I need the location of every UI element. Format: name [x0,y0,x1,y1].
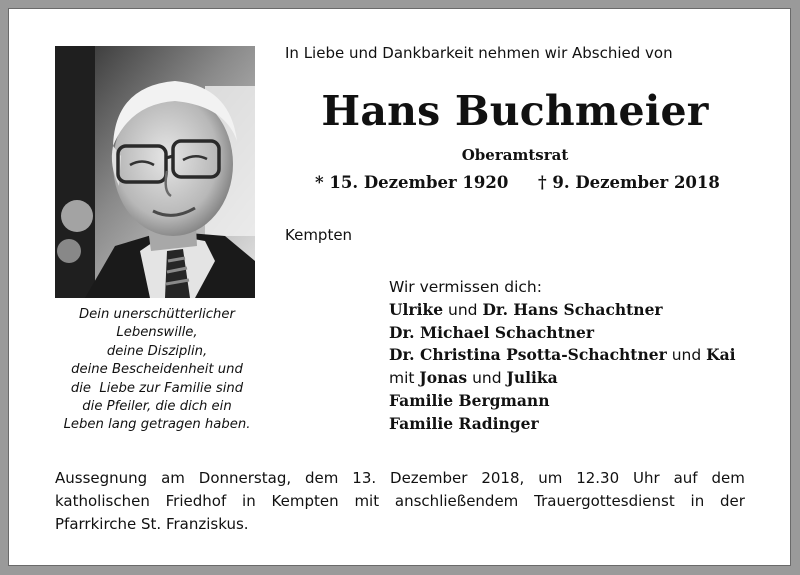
place-of-residence: Kempten [285,226,353,244]
mourners-list [389,276,736,436]
memorial-quote [53,306,261,435]
mourner-name: Dr. Christina Psotta-Schachtner [389,345,667,365]
mourner-name: Dr. Hans Schachtner [482,299,663,319]
ceremony-word: am [161,469,185,487]
ceremony-word: 13. [352,469,377,487]
deceased-title: Oberamtsrat [461,146,569,164]
ceremony-word: Friedhof [165,492,227,510]
mourner-name: Familie Bergmann [389,390,550,410]
ceremony-word: anschließendem [394,492,519,510]
portrait-illustration [55,46,255,298]
mourner-name: Ulrike [389,299,444,319]
mourner-name: Kai [706,345,736,365]
conjunction: mit [389,369,415,388]
mourner-line [389,413,736,436]
ceremony-word: um [538,469,563,487]
ceremony-word: Kempten [271,492,339,510]
mourner-line [389,299,736,322]
portrait-photo [55,46,255,298]
mourner-line [389,367,736,390]
ceremony-line-2 [55,490,745,513]
ceremony-word: dem [711,469,745,487]
birth-date: * 15. Dezember 1920 [315,173,509,192]
mourner-line [389,344,736,367]
quote-line: Lebenswille, [116,325,198,341]
intro-text: In Liebe und Dankbarkeit nehmen wir Abschied von [285,44,673,62]
mourner-line [389,390,736,413]
mourner-line [389,322,736,345]
ceremony-word: 12.30 [576,469,620,487]
ceremony-word: Dezember [390,469,468,487]
quote-line: die Pfeiler, die dich ein [82,399,232,415]
mourner-name: Dr. Michael Schachtner [389,322,595,342]
conjunction: und [671,346,702,365]
ceremony-word: Uhr [633,469,660,487]
quote-line: Dein unerschütterlicher [79,307,235,322]
mourner-name: Familie Radinger [389,413,539,433]
mourners-lead: Wir vermissen dich: [389,278,542,296]
quote-line: die Liebe zur Familie sind [70,380,244,396]
deceased-name: Hans Buchmeier [321,87,709,135]
ceremony-line-3: Pfarrkirche St. Franziskus. [55,515,249,533]
quote-line: Leben lang getragen haben. [63,417,251,433]
obituary-card [8,8,791,566]
death-date: † 9. Dezember 2018 [538,173,720,192]
ceremony-word: Aussegnung [55,469,148,487]
ceremony-word: Donnerstag, [198,469,292,487]
quote-line: deine Bescheidenheit und [71,362,243,378]
ceremony-word: katholischen [55,492,150,510]
ceremony-word: in [242,492,256,510]
ceremony-notice [55,467,745,536]
quote-line: deine Disziplin, [106,343,208,359]
mourner-name: Julika [506,368,558,388]
ceremony-word: in [690,492,705,510]
conjunction: und [448,300,478,319]
ceremony-word: mit [354,492,380,510]
ceremony-word: Trauergottesdienst [534,492,675,510]
conjunction: und [472,369,502,388]
ceremony-word: auf [673,469,698,487]
ceremony-line-1 [55,467,745,490]
life-dates [315,173,720,192]
mourner-name: Jonas [419,368,468,388]
ceremony-word: 2018, [481,469,525,487]
ceremony-word: dem [305,469,339,487]
ceremony-word: der [720,492,745,510]
